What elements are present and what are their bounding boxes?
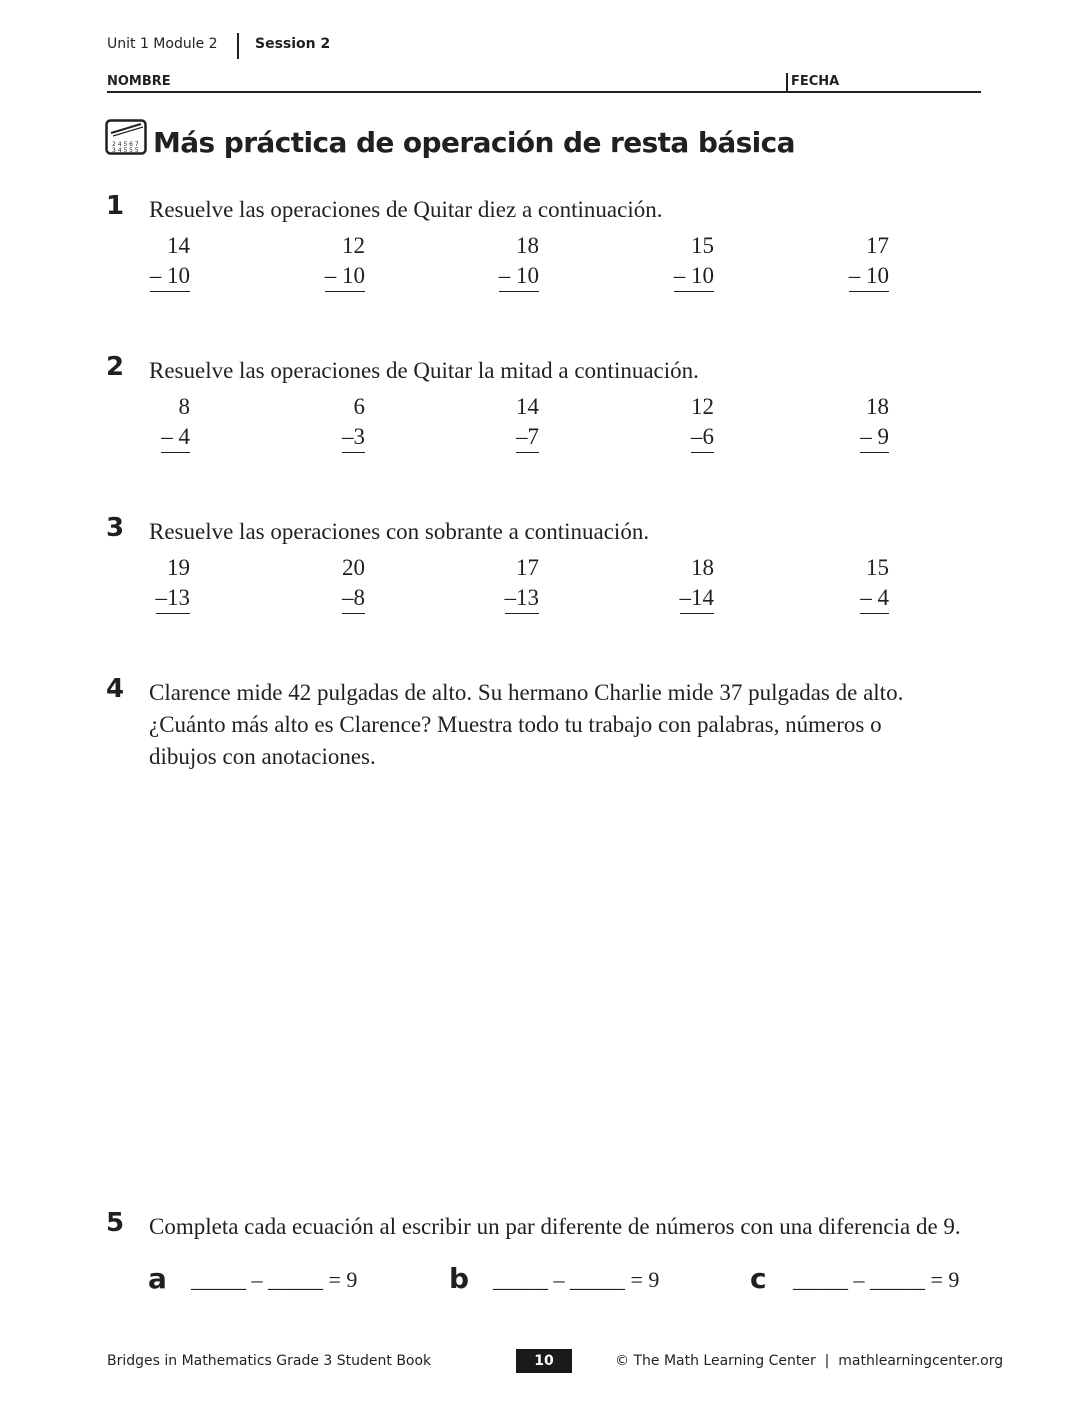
question-4-number: 4 <box>106 674 125 704</box>
problem-subtrahend: – 4 <box>161 423 190 453</box>
problem-subtrahend: – 10 <box>325 262 365 292</box>
problem <box>819 391 889 453</box>
question-1-text: Resuelve las operaciones de Quitar diez a continuación. <box>149 197 663 222</box>
problem-subtrahend: –13 <box>156 584 191 614</box>
question-4-line-2: ¿Cuánto más alto es Clarence? Muestra todo tu trabajo con palabras, números o <box>149 712 882 737</box>
problem-minuend: 6 <box>353 394 365 419</box>
problem <box>295 391 365 453</box>
problem-minuend: 20 <box>342 555 365 580</box>
problem-subtrahend: – 4 <box>860 584 889 614</box>
problem-minuend: 12 <box>691 394 714 419</box>
footer-copyright: © The Math Learning Center | mathlearningcenter.org <box>615 1353 1004 1369</box>
problem <box>295 552 365 614</box>
problem <box>295 230 365 292</box>
unit-module-label: Unit 1 Module 2 <box>107 36 218 52</box>
problem-minuend: 17 <box>866 233 889 258</box>
part-b-equation[interactable]: _____ – _____ = 9 <box>493 1267 660 1292</box>
problem-minuend: 15 <box>866 555 889 580</box>
name-date-divider <box>786 73 788 91</box>
problem-subtrahend: – 10 <box>674 262 714 292</box>
question-2-number: 2 <box>106 352 125 382</box>
part-a-letter: a <box>148 1262 167 1295</box>
problem-minuend: 18 <box>516 233 539 258</box>
question-4-line-3: dibujos con anotaciones. <box>149 744 376 769</box>
problem <box>469 391 539 453</box>
problem-subtrahend: – 10 <box>499 262 539 292</box>
problem-subtrahend: –13 <box>505 584 540 614</box>
problem-subtrahend: – 10 <box>849 262 889 292</box>
problem-minuend: 14 <box>516 394 539 419</box>
question-2-text: Resuelve las operaciones de Quitar la mitad a continuación. <box>149 358 699 383</box>
problem <box>120 391 190 453</box>
name-date-row <box>107 73 981 93</box>
part-c-equation[interactable]: _____ – _____ = 9 <box>793 1267 960 1292</box>
problem <box>644 230 714 292</box>
date-label: FECHA <box>791 74 840 89</box>
problem <box>120 230 190 292</box>
problem-minuend: 12 <box>342 233 365 258</box>
question-3-number: 3 <box>106 513 125 543</box>
question-4-line-1: Clarence mide 42 pulgadas de alto. Su hermano Charlie mide 37 pulgadas de alto. <box>149 680 904 705</box>
problem <box>644 552 714 614</box>
problem-subtrahend: – 9 <box>860 423 889 453</box>
name-label: NOMBRE <box>107 74 171 89</box>
part-a-equation[interactable]: _____ – _____ = 9 <box>191 1267 358 1292</box>
svg-text:2 4 5 6 7: 2 4 5 6 7 <box>112 141 139 148</box>
page-title: Más práctica de operación de resta básica <box>153 126 795 159</box>
session-label: Session 2 <box>255 36 331 52</box>
question-1-number: 1 <box>106 191 125 221</box>
problem-minuend: 17 <box>516 555 539 580</box>
problem-minuend: 15 <box>691 233 714 258</box>
footer-book-title: Bridges in Mathematics Grade 3 Student Book <box>107 1353 432 1369</box>
header-divider <box>237 33 239 59</box>
problem <box>644 391 714 453</box>
svg-text:3 4 5 5 5: 3 4 5 5 5 <box>112 147 139 154</box>
problem-subtrahend: – 10 <box>150 262 190 292</box>
problem-minuend: 18 <box>866 394 889 419</box>
part-b-letter: b <box>449 1262 470 1295</box>
problem-subtrahend: –7 <box>516 423 539 453</box>
problem-subtrahend: –6 <box>691 423 714 453</box>
question-5-number: 5 <box>106 1208 125 1238</box>
part-c-letter: c <box>750 1262 767 1295</box>
problem-minuend: 18 <box>691 555 714 580</box>
worksheet-icon <box>105 119 147 155</box>
problem-subtrahend: –3 <box>342 423 365 453</box>
problem <box>469 230 539 292</box>
problem-minuend: 8 <box>178 394 190 419</box>
problem <box>120 552 190 614</box>
problem-subtrahend: –14 <box>680 584 715 614</box>
problem-subtrahend: –8 <box>342 584 365 614</box>
problem-minuend: 19 <box>167 555 190 580</box>
problem <box>819 552 889 614</box>
problem-minuend: 14 <box>167 233 190 258</box>
page-number: 10 <box>516 1349 572 1373</box>
question-5-text: Completa cada ecuación al escribir un par diferente de números con una diferencia de 9. <box>149 1214 961 1239</box>
problem <box>469 552 539 614</box>
problem <box>819 230 889 292</box>
question-3-text: Resuelve las operaciones con sobrante a continuación. <box>149 519 650 544</box>
